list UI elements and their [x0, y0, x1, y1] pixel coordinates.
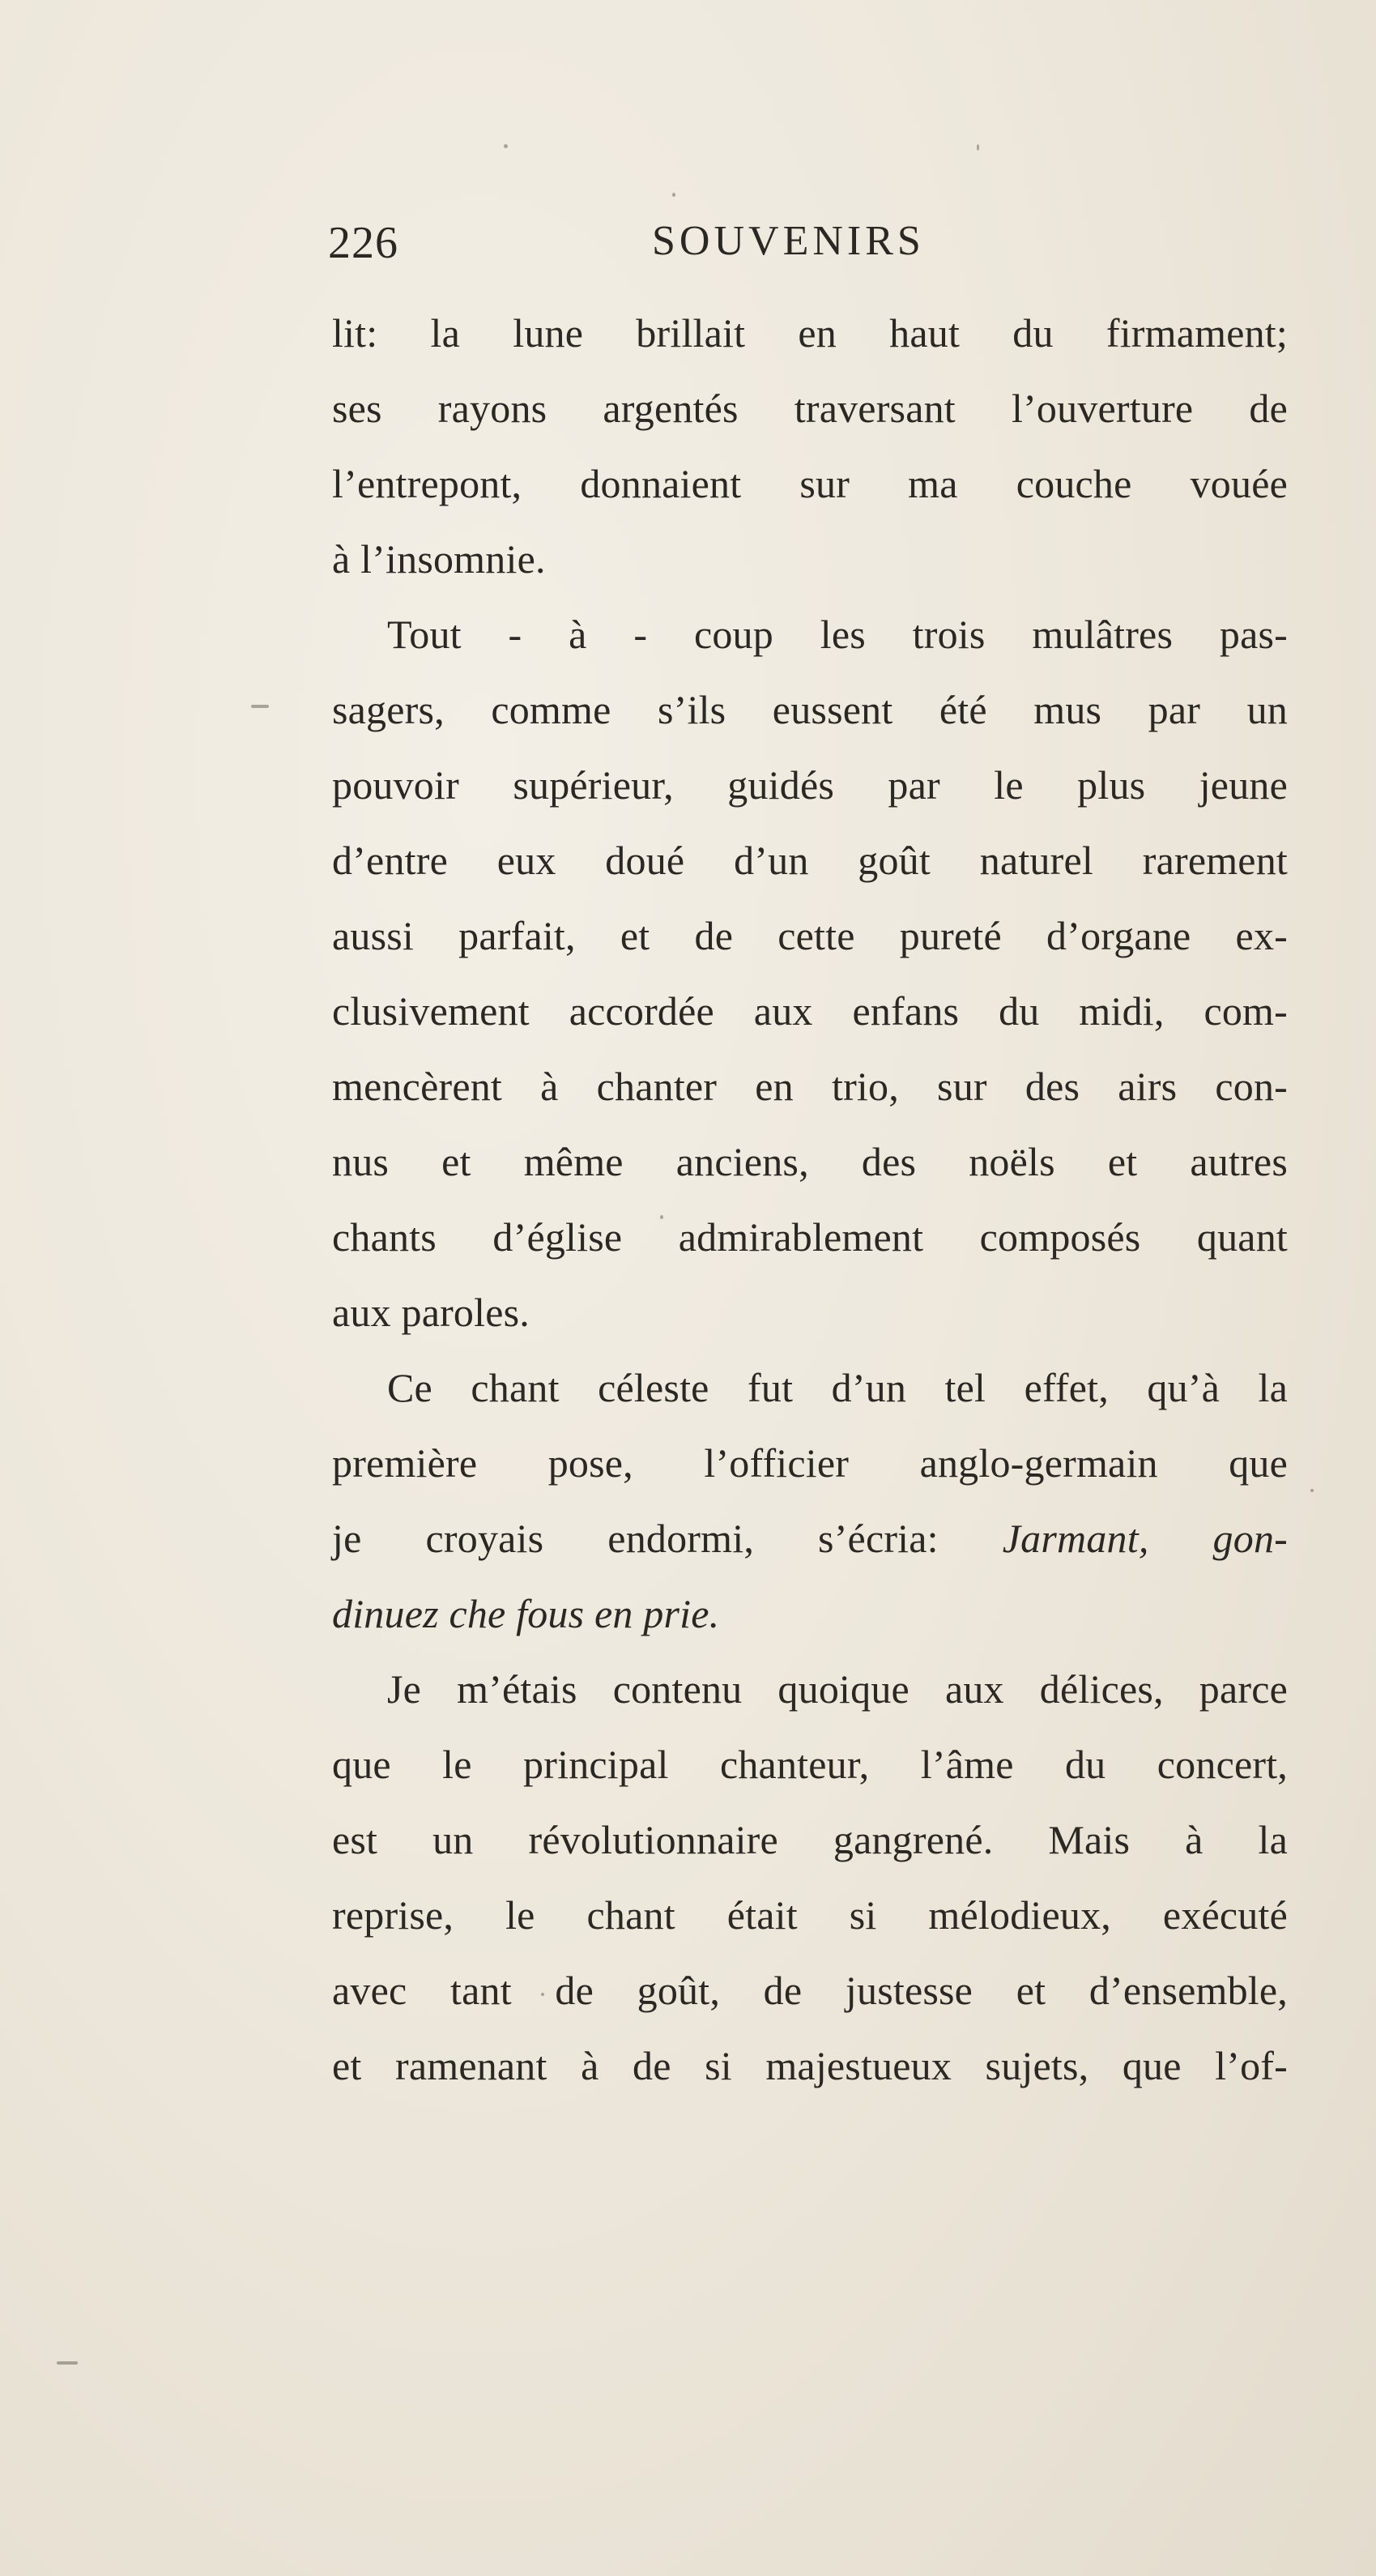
- text-line: pouvoir supérieur, guidés par le plus jeune: [332, 762, 1288, 808]
- text-line-with-italic: [332, 1501, 1288, 1576]
- paragraph-first-line: Je m’étais contenu quoique aux délices, parce: [387, 1666, 1288, 1712]
- text-line: est un révolutionnaire gangrené. Mais à la: [332, 1817, 1288, 1862]
- text-line: avec tant de goût, de justesse et d’ensemble,: [332, 1968, 1288, 2013]
- text-line: sagers, comme s’ils eussent été mus par un: [332, 687, 1288, 732]
- italic-quotation: Jarmant, gon-: [1002, 1516, 1288, 1561]
- paper-speck: [57, 2361, 78, 2365]
- text-line: nus et même anciens, des noëls et autres: [332, 1139, 1288, 1184]
- text-line: lit: la lune brillait en haut du firmament;: [332, 310, 1288, 356]
- paragraph-end-line: à l’insomnie.: [332, 536, 546, 582]
- paper-speck: [504, 144, 508, 148]
- paper-speck: [1310, 1489, 1314, 1492]
- italic-quotation-end: dinuez che fous en prie.: [332, 1591, 720, 1636]
- paragraph-first-line: Ce chant céleste fut d’un tel effet, qu’à la: [387, 1365, 1288, 1410]
- text-segment: je croyais endormi, s’écria:: [332, 1516, 1003, 1561]
- text-line: et ramenant à de si majestueux sujets, que l’of-: [332, 2043, 1288, 2088]
- text-line: clusivement accordée aux enfans du midi, com-: [332, 988, 1288, 1034]
- paragraph-first-line: Tout - à - coup les trois mulâtres pas-: [387, 612, 1288, 657]
- text-line: mencèrent à chanter en trio, sur des airs con-: [332, 1064, 1288, 1109]
- paper-speck: [977, 144, 979, 151]
- text-line: chants d’église admirablement composés quant: [332, 1214, 1288, 1260]
- text-line: reprise, le chant était si mélodieux, exécuté: [332, 1892, 1288, 1938]
- page-header: [328, 217, 1300, 282]
- paper-speck: [672, 193, 675, 197]
- page-number: 226: [328, 218, 398, 268]
- text-line: aussi parfait, et de cette pureté d’organe ex-: [332, 913, 1288, 958]
- text-line: l’entrepont, donnaient sur ma couche vouée: [332, 461, 1288, 506]
- text-line: d’entre eux doué d’un goût naturel rarement: [332, 838, 1288, 883]
- paper-speck: [251, 705, 269, 708]
- text-line: que le principal chanteur, l’âme du concert,: [332, 1742, 1288, 1787]
- text-line: ses rayons argentés traversant l’ouverture de: [332, 386, 1288, 431]
- text-line: première pose, l’officier anglo-germain que: [332, 1440, 1288, 1486]
- paragraph-end-line: aux paroles.: [332, 1290, 530, 1335]
- running-head: SOUVENIRS: [652, 218, 925, 264]
- body-text: [332, 296, 1288, 2104]
